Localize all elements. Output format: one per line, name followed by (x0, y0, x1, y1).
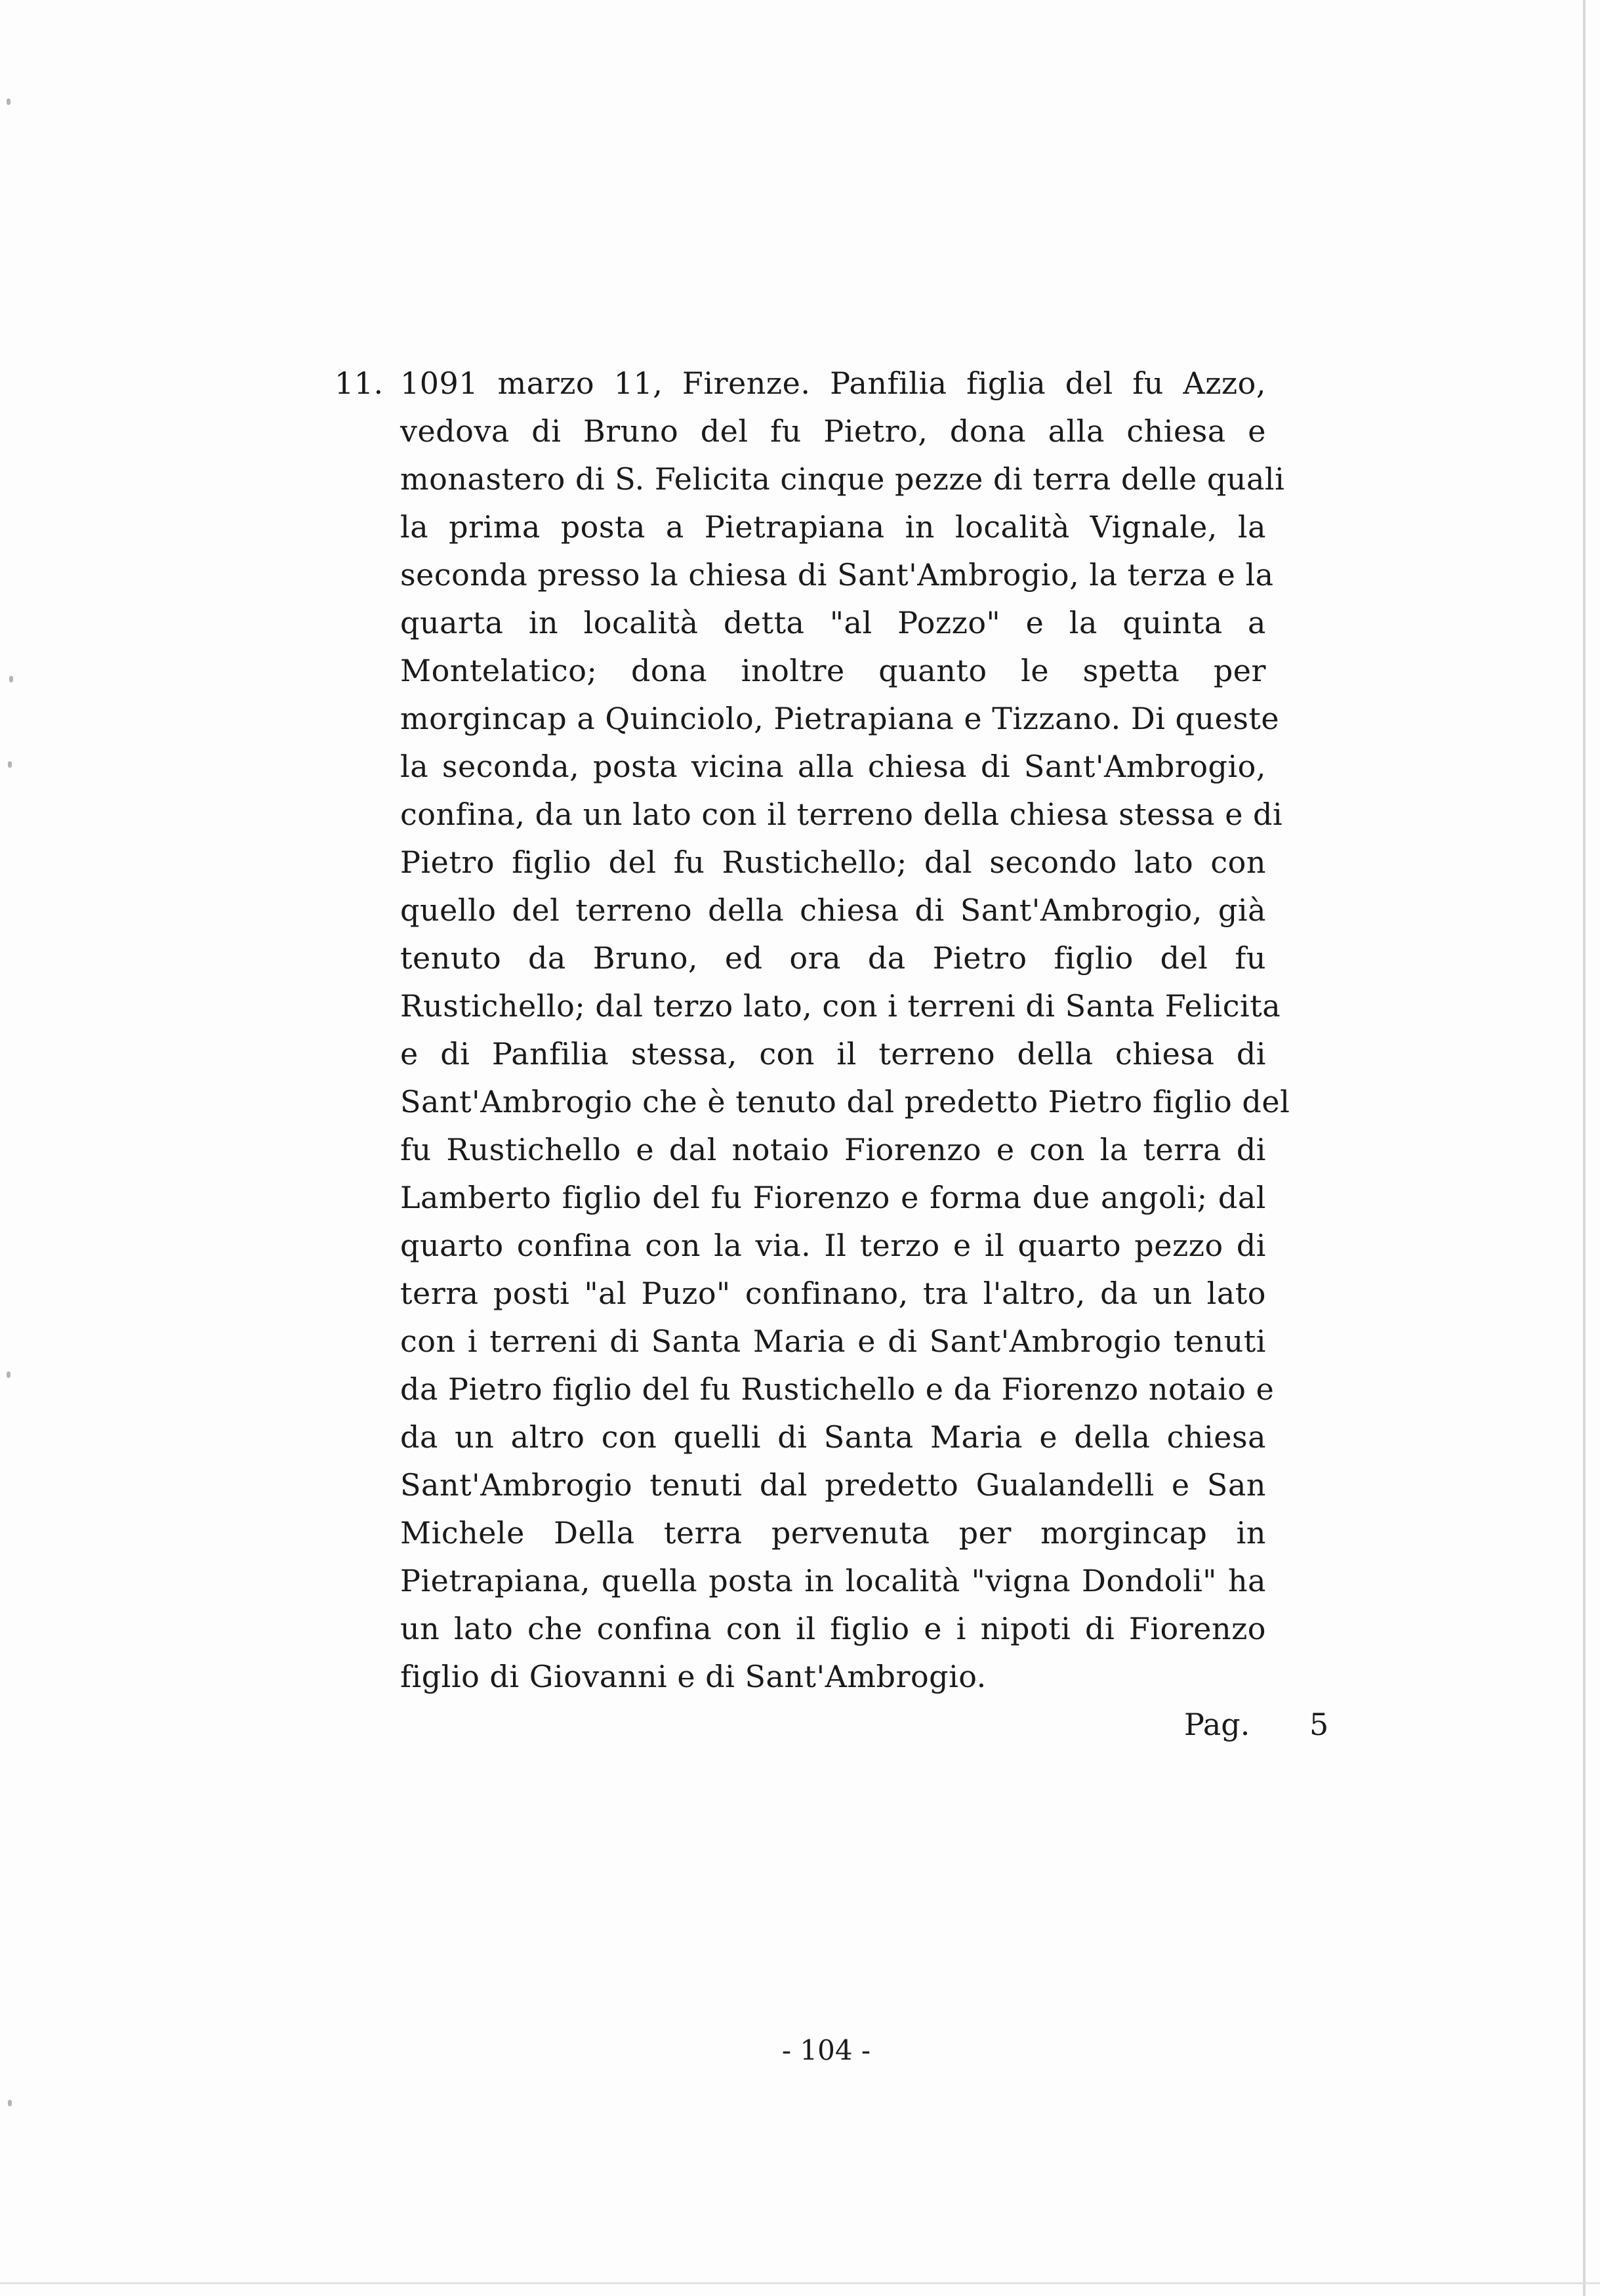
entry-line: vedova di Bruno del fu Pietro, dona alla chiesa e (400, 413, 1266, 449)
scan-speck (9, 676, 13, 682)
entry-line: 1091 marzo 11, Firenze. Panfilia figlia del fu Azzo, (400, 365, 1266, 401)
entry-line: morgincap a Quinciolo, Pietrapiana e Tizzano. Di queste (400, 701, 1280, 736)
entry-line: figlio di Giovanni e di Sant'Ambrogio. (400, 1659, 987, 1694)
page-reference-label: Pag. (1184, 1707, 1250, 1742)
entry-line: Sant'Ambrogio tenuti dal predetto Gualandelli e San (400, 1467, 1266, 1503)
entry-line: tenuto da Bruno, ed ora da Pietro figlio del fu (400, 940, 1266, 976)
entry-line: Lamberto figlio del fu Fiorenzo e forma due angoli; dal (400, 1180, 1266, 1215)
entry-line: e di Panfilia stessa, con il terreno della chiesa di (400, 1036, 1266, 1072)
entry-line: seconda presso la chiesa di Sant'Ambrogio, la terza e la (400, 557, 1274, 593)
entry-line: Montelatico; dona inoltre quanto le spetta per (400, 653, 1266, 688)
entry-line: Pietrapiana, quella posta in località "vigna Dondoli" ha (400, 1563, 1266, 1598)
entry-line: quarto confina con la via. Il terzo e il quarto pezzo di (400, 1228, 1266, 1263)
page-reference-number: 5 (1309, 1707, 1329, 1742)
entry-line: Sant'Ambrogio che è tenuto dal predetto Pietro figlio del (400, 1084, 1290, 1119)
scan-speck (8, 2100, 12, 2106)
page-edge-bottom (0, 2282, 1600, 2284)
entry-line: da Pietro figlio del fu Rustichello e da Fiorenzo notaio e (400, 1371, 1275, 1407)
entry-number: 11. (335, 365, 384, 401)
entry-line: Pietro figlio del fu Rustichello; dal secondo lato con (400, 845, 1266, 880)
entry-line: confina, da un lato con il terreno della chiesa stessa e di (400, 797, 1283, 832)
scan-speck (7, 98, 10, 105)
entry-line: un lato che confina con il figlio e i nipoti di Fiorenzo (400, 1611, 1266, 1646)
entry-line: con i terreni di Santa Maria e di Sant'Ambrogio tenuti (400, 1324, 1266, 1359)
entry-line: fu Rustichello e dal notaio Fiorenzo e con la terra di (400, 1132, 1266, 1167)
entry-line: quarta in località detta "al Pozzo" e la quinta a (400, 605, 1266, 640)
entry-line: monastero di S. Felicita cinque pezze di terra delle quali (400, 461, 1285, 497)
folio-number: - 104 - (781, 2034, 871, 2066)
entry-line: quello del terreno della chiesa di Sant'Ambrogio, già (400, 892, 1266, 928)
entry-line: Rustichello; dal terzo lato, con i terreni di Santa Felicita (400, 988, 1281, 1024)
entry-line: terra posti "al Puzo" confinano, tra l'altro, da un lato (400, 1276, 1266, 1311)
scan-speck (7, 1371, 10, 1378)
entry-line: da un altro con quelli di Santa Maria e della chiesa (400, 1419, 1266, 1455)
entry-line: la seconda, posta vicina alla chiesa di Sant'Ambrogio, (400, 749, 1266, 784)
entry-body (400, 360, 1290, 1701)
scan-speck (8, 761, 12, 768)
entry-line: la prima posta a Pietrapiana in località Vignale, la (400, 509, 1266, 545)
page-edge-right (1583, 0, 1586, 2296)
entry-line: Michele Della terra pervenuta per morgincap in (400, 1515, 1266, 1551)
